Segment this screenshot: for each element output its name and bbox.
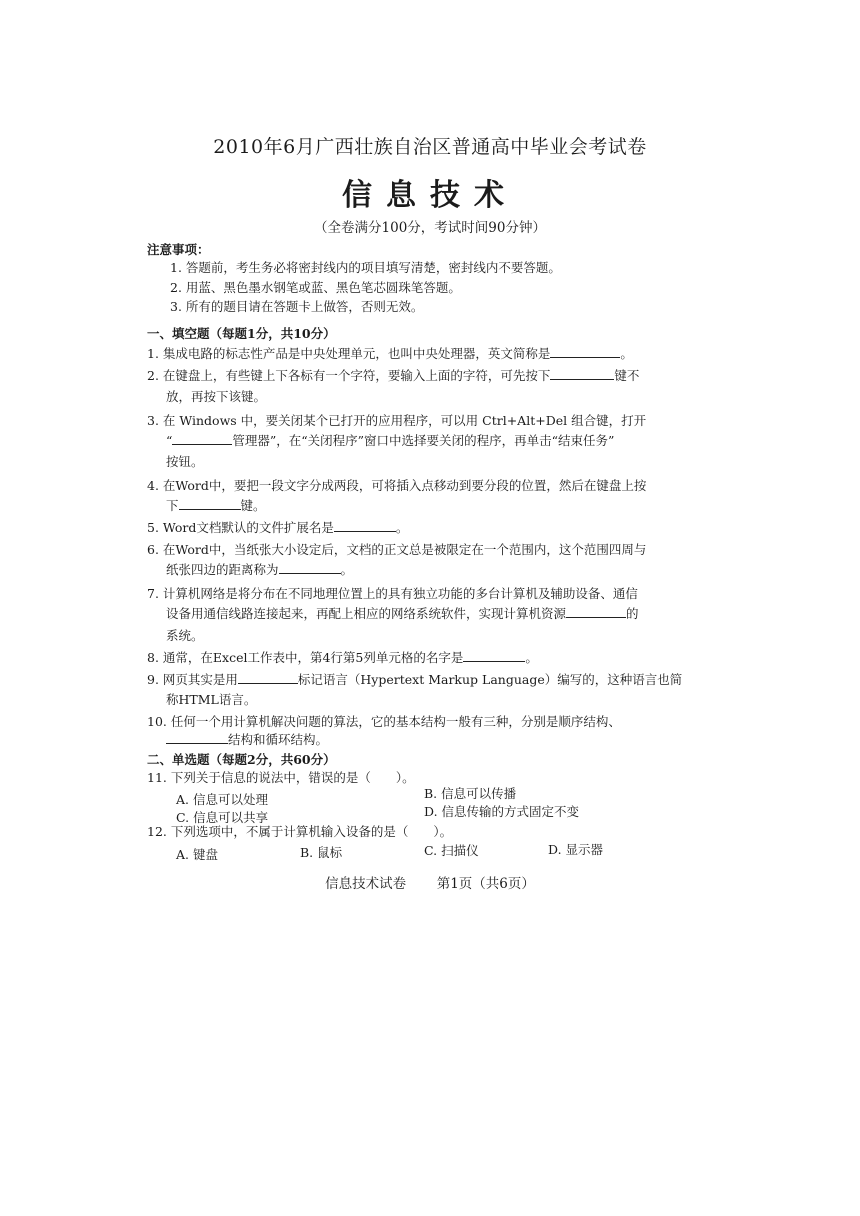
question-text: 。 [525,650,538,665]
question-text: 1. 集成电路的标志性产品是中央处理单元，也叫中央处理器，英文简称是 [147,346,551,361]
question-3-line2 [166,431,614,451]
question-1 [147,344,633,364]
option-a: A. 键盘 [176,847,218,862]
question-text: 2. 在键盘上，有些键上下各标有一个字符，要输入上面的字符，可先按下 [147,368,551,383]
question-text: 7. 计算机网络是将分布在不同地理位置上的具有独立功能的多台计算机及辅助设备、通信 [147,586,638,601]
question-6-line2 [166,560,353,580]
question-11-stem: 11. 下列关于信息的说法中，错误的是（ ）。 [147,770,415,785]
subject-title: 信息技术 [342,178,518,213]
question-text: 称HTML语言。 [166,692,257,707]
question-text: 6. 在Word中，当纸张大小设定后，文档的正文总是被限定在一个范围内，这个范围四周与 [147,542,647,557]
note-item: 3. 所有的题目请在答题卡上做答，否则无效。 [170,299,424,314]
question-text: 的 [626,606,639,621]
question-text: 。 [340,562,354,577]
question-text: 8. 通常，在Excel工作表中，第4行第5列单元格的名字是 [147,650,464,665]
footer-subject: 信息技术试卷 [325,876,407,892]
answer-blank [463,648,525,662]
question-text: 3. 在 Windows 中，要关闭某个已打开的应用程序，可以用 Ctrl+Alt+Del 组合键，打开 [147,413,647,428]
page-footer [0,872,860,892]
section-heading-single-choice: 二、单选题（每题2分，共60分） [147,752,336,767]
question-text: 9. 网页其实是用 [147,672,238,687]
scoring-note: （全卷满分100分，考试时间90分钟） [314,220,546,236]
answer-blank [238,670,298,684]
option-b: B. 鼠标 [300,845,343,860]
answer-blank [550,344,620,358]
question-5 [147,518,408,538]
option-c: C. 扫描仪 [424,843,479,858]
question-text: 5. Word文档默认的文件扩展名是 [147,520,334,535]
question-text: 系统。 [166,628,204,643]
question-text: 纸张四边的距离称为 [166,562,279,577]
page-number: 第1页（共6页） [436,876,535,892]
option-d: D. 显示器 [548,842,604,857]
question-9 [147,670,682,690]
note-item: 1. 答题前，考生务必将密封线内的项目填写清楚，密封线内不要答题。 [170,260,561,275]
section-heading-fill-blank: 一、填空题（每题1分，共10分） [147,326,336,341]
option-c: C. 信息可以共享 [176,810,269,825]
question-text: “ [166,433,173,448]
option-a: A. 信息可以处理 [176,792,268,807]
answer-blank [334,518,396,532]
question-7-line2 [166,604,639,624]
question-4-line2 [166,496,266,516]
note-item: 2. 用蓝、黑色墨水钢笔或蓝、黑色笔芯圆珠笔答题。 [170,280,461,295]
question-10-line2 [166,730,328,750]
answer-blank [279,560,341,574]
question-text: 结构和循环结构。 [228,732,329,747]
option-b: B. 信息可以传播 [424,786,517,801]
answer-blank [179,496,241,510]
answer-blank [566,604,626,618]
answer-blank [172,431,232,445]
question-text: 管理器”，在“关闭程序”窗口中选择要关闭的程序，再单击“结束任务” [232,433,615,448]
exam-title: 2010年6月广西壮族自治区普通高中毕业会考试卷 [213,136,647,158]
question-text: 按钮。 [166,454,204,469]
question-text: 键。 [240,498,266,513]
question-text: 4. 在Word中，要把一段文字分成两段，可将插入点移动到要分段的位置，然后在键盘上按 [147,478,647,493]
notes-heading: 注意事项： [147,242,210,257]
question-text: 设备用通信线路连接起来，再配上相应的网络系统软件，实现计算机资源 [166,606,567,621]
option-d: D. 信息传输的方式固定不变 [424,804,580,819]
question-text: 放，再按下该键。 [166,389,267,404]
question-text: 。 [395,520,409,535]
question-2 [147,366,639,386]
question-text: 10. 任何一个用计算机解决问题的算法，它的基本结构一般有三种，分别是顺序结构、 [147,714,621,729]
question-8 [147,648,538,668]
question-text: 下 [166,498,179,513]
answer-blank [166,730,228,744]
question-text: 。 [620,346,633,361]
question-text: 键不 [614,368,640,383]
answer-blank [550,366,614,380]
question-12-stem: 12. 下列选项中，不属于计算机输入设备的是（ ）。 [147,824,453,839]
question-text: 标记语言（Hypertext Markup Language）编写的，这种语言也简 [297,672,683,687]
